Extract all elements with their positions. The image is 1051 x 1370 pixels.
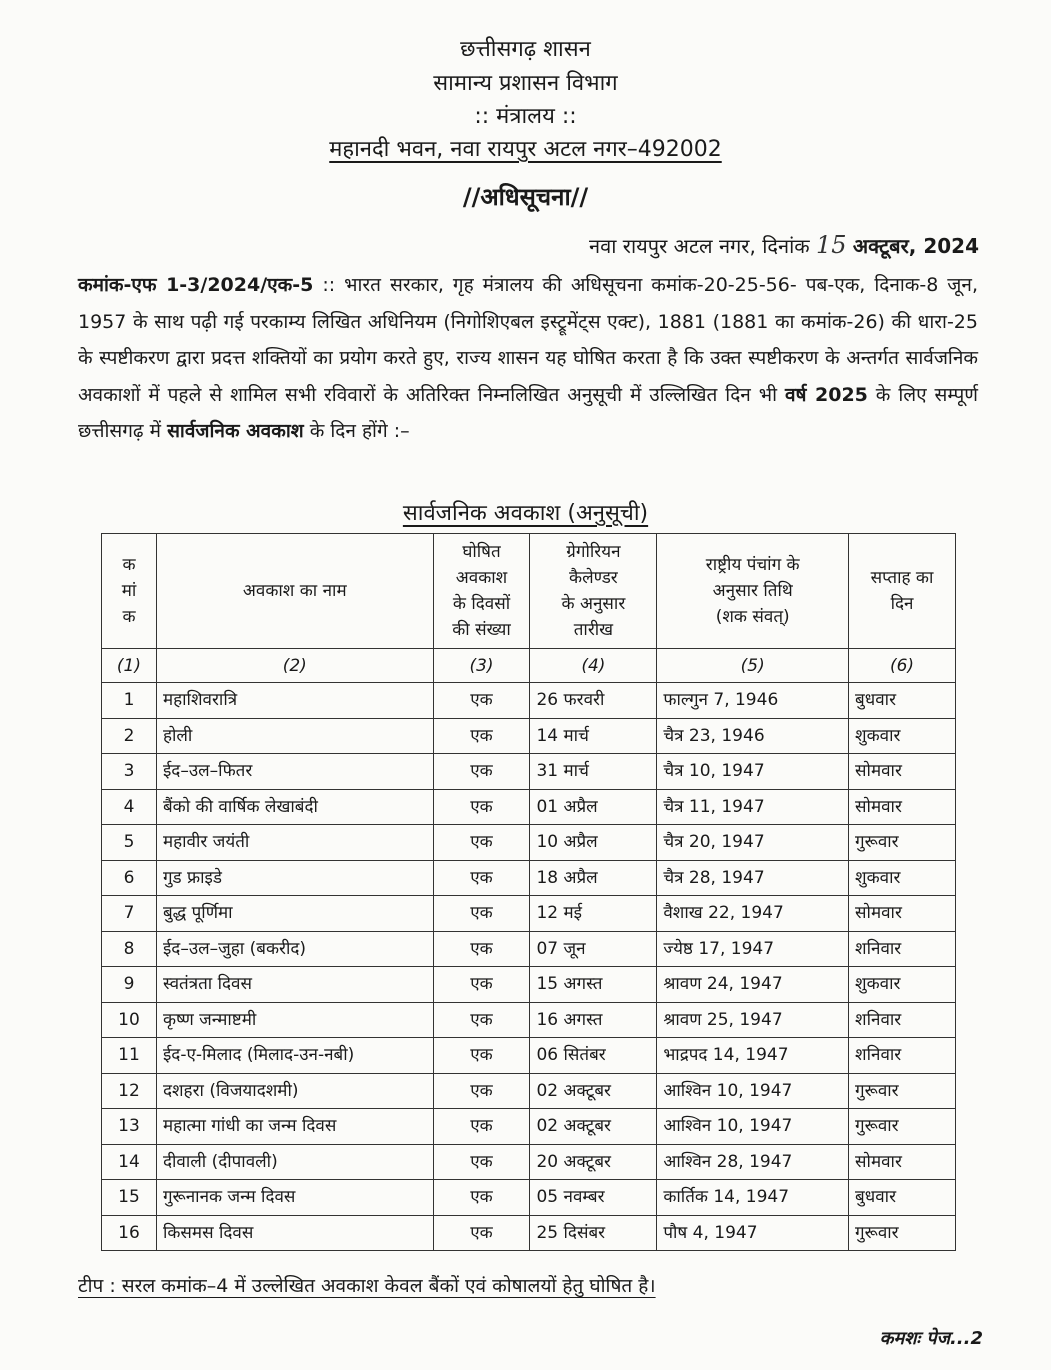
serial-cell: 13 [102,1109,157,1145]
weekday-cell: सोमवार [849,1144,956,1180]
col-number: (2) [156,649,433,683]
serial-cell: 5 [102,825,157,861]
holiday-name-cell: गुड फ्राइडे [156,860,433,896]
weekday-cell: बुधवार [849,683,956,719]
holiday-name-cell: दीवाली (दीपावली) [156,1144,433,1180]
weekday-cell: गुरूवार [849,1073,956,1109]
gregorian-date-cell: 16 अगस्त [530,1002,657,1038]
holiday-bold: सार्वजनिक अवकाश [167,420,304,442]
saka-date-cell: चैत्र 10, 1947 [657,754,849,790]
weekday-cell: शनिवार [849,1038,956,1074]
col-number: (3) [433,649,530,683]
saka-date-cell: वैशाख 22, 1947 [657,896,849,932]
handwritten-day: 15 [816,231,847,259]
table-row [102,683,956,719]
holiday-name-cell: होली [156,718,433,754]
serial-cell: 9 [102,967,157,1003]
weekday-cell: बुधवार [849,1180,956,1216]
gregorian-date-cell: 18 अप्रैल [530,860,657,896]
order-number: कमांक-एफ 1-3/2024/एक-5 [78,274,314,296]
holiday-name-cell: महावीर जयंती [156,825,433,861]
holiday-name-cell: ईद–उल–फितर [156,754,433,790]
weekday-cell: सोमवार [849,896,956,932]
weekday-cell: सोमवार [849,754,956,790]
table-row [102,1038,956,1074]
table-row [102,1073,956,1109]
table-row [102,967,956,1003]
saka-date-cell: ज्येष्ठ 17, 1947 [657,931,849,967]
header-department: सामान्य प्रशासन विभाग [433,71,618,96]
holiday-name-cell: महाशिवरात्रि [156,683,433,719]
header-weekday: सप्ताह का दिन [849,534,956,649]
dateline-prefix: नवा रायपुर अटल नगर, दिनांक [589,234,810,258]
gregorian-date-cell: 20 अक्टूबर [530,1144,657,1180]
days-count-cell: एक [433,1180,530,1216]
col-number: (5) [657,649,849,683]
holiday-name-cell: दशहरा (विजयादशमी) [156,1073,433,1109]
saka-date-cell: चैत्र 20, 1947 [657,825,849,861]
holiday-name-cell: गुरूनानक जन्म दिवस [156,1180,433,1216]
table-row [102,789,956,825]
header-govt: छत्तीसगढ़ शासन [460,37,591,62]
holiday-name-cell: ईद–उल–जुहा (बकरीद) [156,931,433,967]
table-row [102,860,956,896]
weekday-cell: शुकवार [849,967,956,1003]
holiday-name-cell: बैंको की वार्षिक लेखाबंदी [156,789,433,825]
days-count-cell: एक [433,860,530,896]
col-number: (6) [849,649,956,683]
days-count-cell: एक [433,931,530,967]
serial-cell: 7 [102,896,157,932]
saka-date-cell: चैत्र 28, 1947 [657,860,849,896]
gregorian-date-cell: 07 जून [530,931,657,967]
days-count-cell: एक [433,754,530,790]
gregorian-date-cell: 12 मई [530,896,657,932]
weekday-cell: शनिवार [849,1002,956,1038]
holiday-name-cell: किसमस दिवस [156,1215,433,1251]
table-row [102,1109,956,1145]
holiday-name-cell: कृष्ण जन्माष्टमी [156,1002,433,1038]
days-count-cell: एक [433,825,530,861]
header-days-count: घोषित अवकाश के दिवसों की संख्या [433,534,530,649]
header-gregorian-date: ग्रेगोरियन कैलेण्डर के अनुसार तारीख [530,534,657,649]
column-number-row [102,649,956,683]
table-row [102,1180,956,1216]
table-title: सार्वजनिक अवकाश (अनुसूची) [402,501,649,526]
serial-cell: 3 [102,754,157,790]
serial-cell: 2 [102,718,157,754]
serial-cell: 11 [102,1038,157,1074]
table-row [102,896,956,932]
footnote: टीप : सरल कमांक–4 में उल्लेखित अवकाश केवल बैंकों एवं कोषालयों हेतु घोषित है। [78,1275,656,1297]
saka-date-cell: कार्तिक 14, 1947 [657,1180,849,1216]
gregorian-date-cell: 14 मार्च [530,718,657,754]
days-count-cell: एक [433,789,530,825]
saka-date-cell: आश्विन 10, 1947 [657,1109,849,1145]
saka-date-cell: चैत्र 11, 1947 [657,789,849,825]
serial-cell: 6 [102,860,157,896]
body-part2: के लिए सम्पूर्ण छत्तीसगढ़ में [78,383,978,442]
gregorian-date-cell: 25 दिसंबर [530,1215,657,1251]
gregorian-date-cell: 31 मार्च [530,754,657,790]
table-row [102,1002,956,1038]
serial-cell: 10 [102,1002,157,1038]
table-row [102,754,956,790]
notification-title: //अधिसूचना// [462,183,589,211]
gregorian-date-cell: 10 अप्रैल [530,825,657,861]
weekday-cell: गुरूवार [849,825,956,861]
holiday-name-cell: ईद-ए-मिलाद (मिलाद-उन-नबी) [156,1038,433,1074]
weekday-cell: सोमवार [849,789,956,825]
weekday-cell: शुकवार [849,718,956,754]
saka-date-cell: आश्विन 10, 1947 [657,1073,849,1109]
dateline-suffix: अक्टूबर, 2024 [852,234,979,258]
days-count-cell: एक [433,1073,530,1109]
days-count-cell: एक [433,1109,530,1145]
table-row [102,718,956,754]
holiday-name-cell: स्वतंत्रता दिवस [156,967,433,1003]
serial-cell: 1 [102,683,157,719]
days-count-cell: एक [433,718,530,754]
saka-date-cell: चैत्र 23, 1946 [657,718,849,754]
days-count-cell: एक [433,1038,530,1074]
gregorian-date-cell: 06 सितंबर [530,1038,657,1074]
header-serial: क मां क [102,534,157,649]
table-row [102,1144,956,1180]
notification-body [78,267,978,450]
serial-cell: 16 [102,1215,157,1251]
gregorian-date-cell: 05 नवम्बर [530,1180,657,1216]
page-continuation: कमशः पेज...2 [879,1328,983,1349]
dateline [589,231,979,259]
days-count-cell: एक [433,683,530,719]
saka-date-cell: श्रावण 24, 1947 [657,967,849,1003]
serial-cell: 15 [102,1180,157,1216]
days-count-cell: एक [433,1144,530,1180]
saka-date-cell: श्रावण 25, 1947 [657,1002,849,1038]
year-bold: वर्ष 2025 [784,383,868,406]
header-saka-date: राष्ट्रीय पंचांग के अनुसार तिथि (शक संवत्) [657,534,849,649]
header-holiday-name: अवकाश का नाम [156,534,433,649]
holiday-table [101,533,956,1251]
gregorian-date-cell: 02 अक्टूबर [530,1109,657,1145]
col-number: (4) [530,649,657,683]
weekday-cell: गुरूवार [849,1109,956,1145]
col-number: (1) [102,649,157,683]
serial-cell: 12 [102,1073,157,1109]
weekday-cell: शनिवार [849,931,956,967]
serial-cell: 4 [102,789,157,825]
serial-cell: 8 [102,931,157,967]
header-address: महानदी भवन, नवा रायपुर अटल नगर–492002 [329,137,722,162]
table-header-row [102,534,956,649]
days-count-cell: एक [433,896,530,932]
table-row [102,825,956,861]
gregorian-date-cell: 02 अक्टूबर [530,1073,657,1109]
saka-date-cell: फाल्गुन 7, 1946 [657,683,849,719]
saka-date-cell: आश्विन 28, 1947 [657,1144,849,1180]
serial-cell: 14 [102,1144,157,1180]
header-ministry: :: मंत्रालय :: [474,104,577,129]
saka-date-cell: भाद्रपद 14, 1947 [657,1038,849,1074]
body-part3: के दिन होंगे :– [303,420,410,442]
table-row [102,1215,956,1251]
weekday-cell: शुकवार [849,860,956,896]
gregorian-date-cell: 26 फरवरी [530,683,657,719]
days-count-cell: एक [433,967,530,1003]
table-row [102,931,956,967]
body-part1: :: भारत सरकार, गृह मंत्रालय की अधिसूचना कमांक-20-25-56- पब-एक, दिनाक-8 जून, 1957 के साथ पढ़ी गई परकाम्य लिखित अधिनियम (निगोशिएबल इस्ट्रूमेंट्स एक्ट), 1881 (1881 का कमांक-26) की धारा-25 के स्पष्टीकरण द्वारा प्रदत्त शक्तियों का प्रयोग करते हुए, राज्य शासन यह घोषित करता है कि उक्त स्पष्टीकरण के अन्तर्गत सार्वजनिक अवकाशों में पहले से शामिल सभी रविवारों के अतिरिक्त निम्नलिखित अनुसूची में उल्लिखित दिन भी [78,274,978,406]
days-count-cell: एक [433,1215,530,1251]
weekday-cell: गुरूवार [849,1215,956,1251]
days-count-cell: एक [433,1002,530,1038]
saka-date-cell: पौष 4, 1947 [657,1215,849,1251]
holiday-name-cell: बुद्ध पूर्णिमा [156,896,433,932]
gregorian-date-cell: 15 अगस्त [530,967,657,1003]
gregorian-date-cell: 01 अप्रैल [530,789,657,825]
holiday-name-cell: महात्मा गांधी का जन्म दिवस [156,1109,433,1145]
